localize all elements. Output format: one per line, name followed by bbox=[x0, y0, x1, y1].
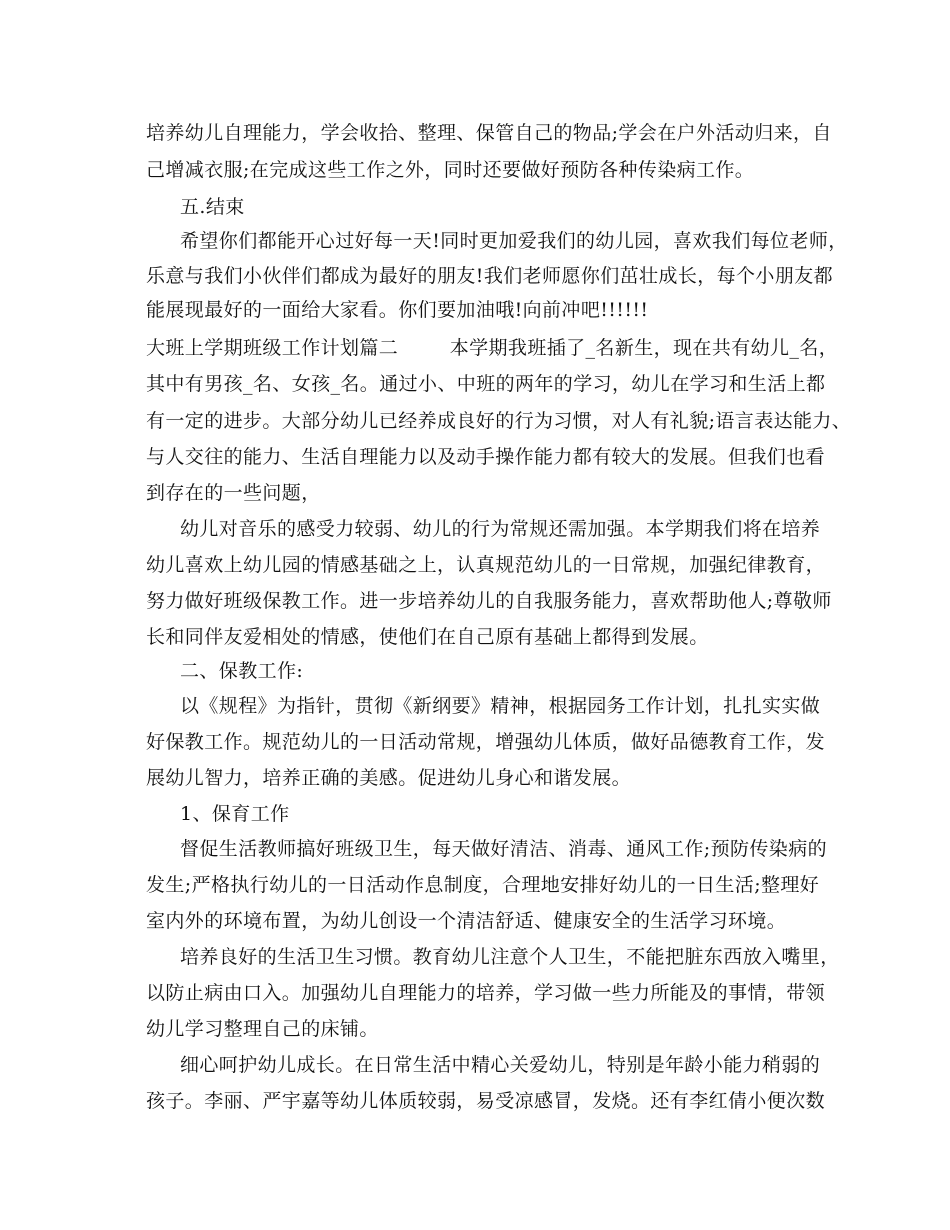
text-line: 室内外的环境布置，为幼儿创设一个清洁舒适、健康安全的生活学习环境。 bbox=[146, 910, 787, 932]
text-line: 到存在的一些问题， bbox=[146, 482, 321, 504]
text-line: 以《规程》为指针，贯彻《新纲要》精神，根据园务工作计划，扎扎实实做 bbox=[180, 695, 821, 717]
text-line: 展幼儿智力，培养正确的美感。促进幼儿身心和谐发展。 bbox=[146, 767, 632, 789]
text-line: 幼儿学习整理自己的床铺。 bbox=[146, 1018, 379, 1040]
text-line: 督促生活教师搞好班级卫生，每天做好清洁、消毒、通风工作;预防传染病的 bbox=[180, 838, 828, 860]
section-heading: 五.结束 bbox=[180, 196, 245, 218]
text-line: 孩子。李丽、严宇嘉等幼儿体质较弱，易受凉感冒，发烧。还有李红倩小便次数 bbox=[146, 1090, 826, 1112]
text-line: 幼儿喜欢上幼儿园的情感基础之上，认真规范幼儿的一日常规，加强纪律教育， bbox=[146, 554, 826, 576]
text-line: 乐意与我们小伙伴们都成为最好的朋友!我们老师愿你们茁壮成长，每个小朋友都 bbox=[146, 265, 834, 287]
text-line: 与人交往的能力、生活自理能力以及动手操作能力都有较大的发展。但我们也看 bbox=[146, 446, 826, 468]
text-line: 长和同伴友爱相处的情感，使他们在自己原有基础上都得到发展。 bbox=[146, 626, 709, 648]
text-line: 好保教工作。规范幼儿的一日活动常规，增强幼儿体质，做好品德教育工作，发 bbox=[146, 731, 826, 753]
text-line: 有一定的进步。大部分幼儿已经养成良好的行为习惯，对人有礼貌;语言表达能力、 bbox=[146, 410, 852, 432]
text-line: 能展现最好的一面给大家看。你们要加油哦!向前冲吧!!!!!! bbox=[146, 299, 649, 321]
section-heading: 二、保教工作: bbox=[180, 660, 304, 682]
text-line: 培养良好的生活卫生习惯。教育幼儿注意个人卫生，不能把脏东西放入嘴里， bbox=[180, 946, 840, 968]
text-line: 发生;严格执行幼儿的一日活动作息制度，合理地安排好幼儿的一日生活;整理好 bbox=[146, 874, 820, 896]
text-line: 己增减衣服;在完成这些工作之外，同时还要做好预防各种传染病工作。 bbox=[146, 159, 755, 181]
text-line: 以防止病由口入。加强幼儿自理能力的培养，学习做一些力所能及的事情，带领 bbox=[146, 982, 826, 1004]
text-line: 其中有男孩_名、女孩_名。通过小、中班的两年的学习，幼儿在学习和生活上都 bbox=[146, 373, 826, 395]
text-line: 培养幼儿自理能力，学会收拾、整理、保管自己的物品;学会在户外活动归来，自 bbox=[146, 122, 832, 144]
text-line: 细心呵护幼儿成长。在日常生活中精心关爱幼儿，特别是年龄小能力稍弱的 bbox=[180, 1054, 821, 1076]
text-line: 希望你们都能开心过好每一天!同时更加爱我们的幼儿园，喜欢我们每位老师， bbox=[180, 230, 848, 252]
section-heading: 1、保育工作 bbox=[180, 803, 290, 825]
text-line: 大班上学期班级工作计划篇二 本学期我班插了_名新生，现在共有幼儿_名， bbox=[146, 337, 839, 359]
text-line: 努力做好班级保教工作。进一步培养幼儿的自我服务能力，喜欢帮助他人;尊敬师 bbox=[146, 590, 832, 612]
text-line: 幼儿对音乐的感受力较弱、幼儿的行为常规还需加强。本学期我们将在培养 bbox=[180, 518, 821, 540]
